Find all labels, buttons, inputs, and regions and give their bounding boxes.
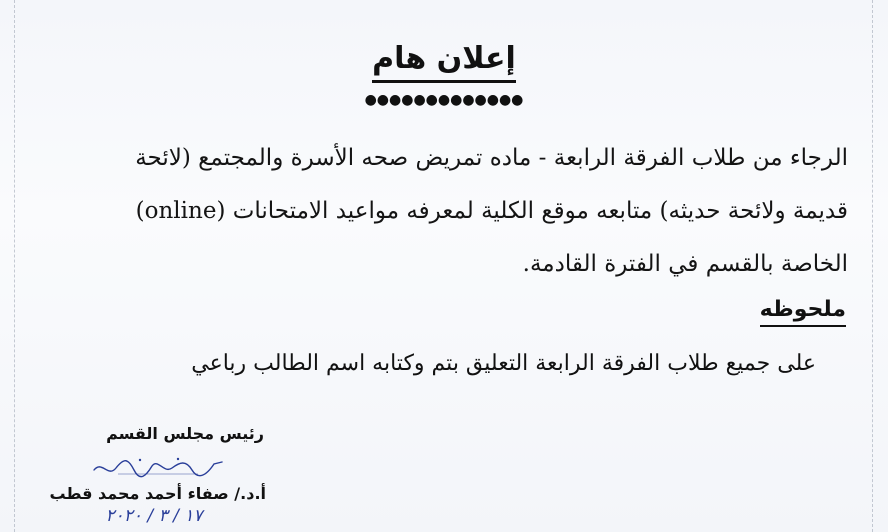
note-heading: ملحوظه — [760, 295, 846, 327]
title-separator: ●●●●●●●●●●●●● — [364, 92, 524, 108]
handwritten-date: ١٧ / ٣ / ٢٠٢٠ — [105, 506, 203, 526]
body-line-1: الرجاء من طلاب الفرقة الرابعة - ماده تمريض صحه الأسرة والمجتمع (لائحة — [135, 145, 848, 171]
handwritten-signature — [88, 452, 228, 482]
body-line-3: الخاصة بالقسم في الفترة القادمة. — [522, 251, 848, 277]
signatory-role: رئيس مجلس القسم — [106, 424, 264, 443]
signatory-name: أ.د./ صفاء أحمد محمد قطب — [49, 484, 266, 503]
title-text: إعلان هام — [372, 40, 516, 83]
body-line-2: قديمة ولائحة حديثه) متابعه موقع الكلية لمعرفه مواعيد الامتحانات (online) — [135, 198, 848, 224]
announcement-body — [40, 132, 848, 291]
note-text: على جميع طلاب الفرقة الرابعة التعليق بتم وكتابه اسم الطالب رباعي — [191, 351, 816, 376]
announcement-title — [0, 40, 888, 83]
